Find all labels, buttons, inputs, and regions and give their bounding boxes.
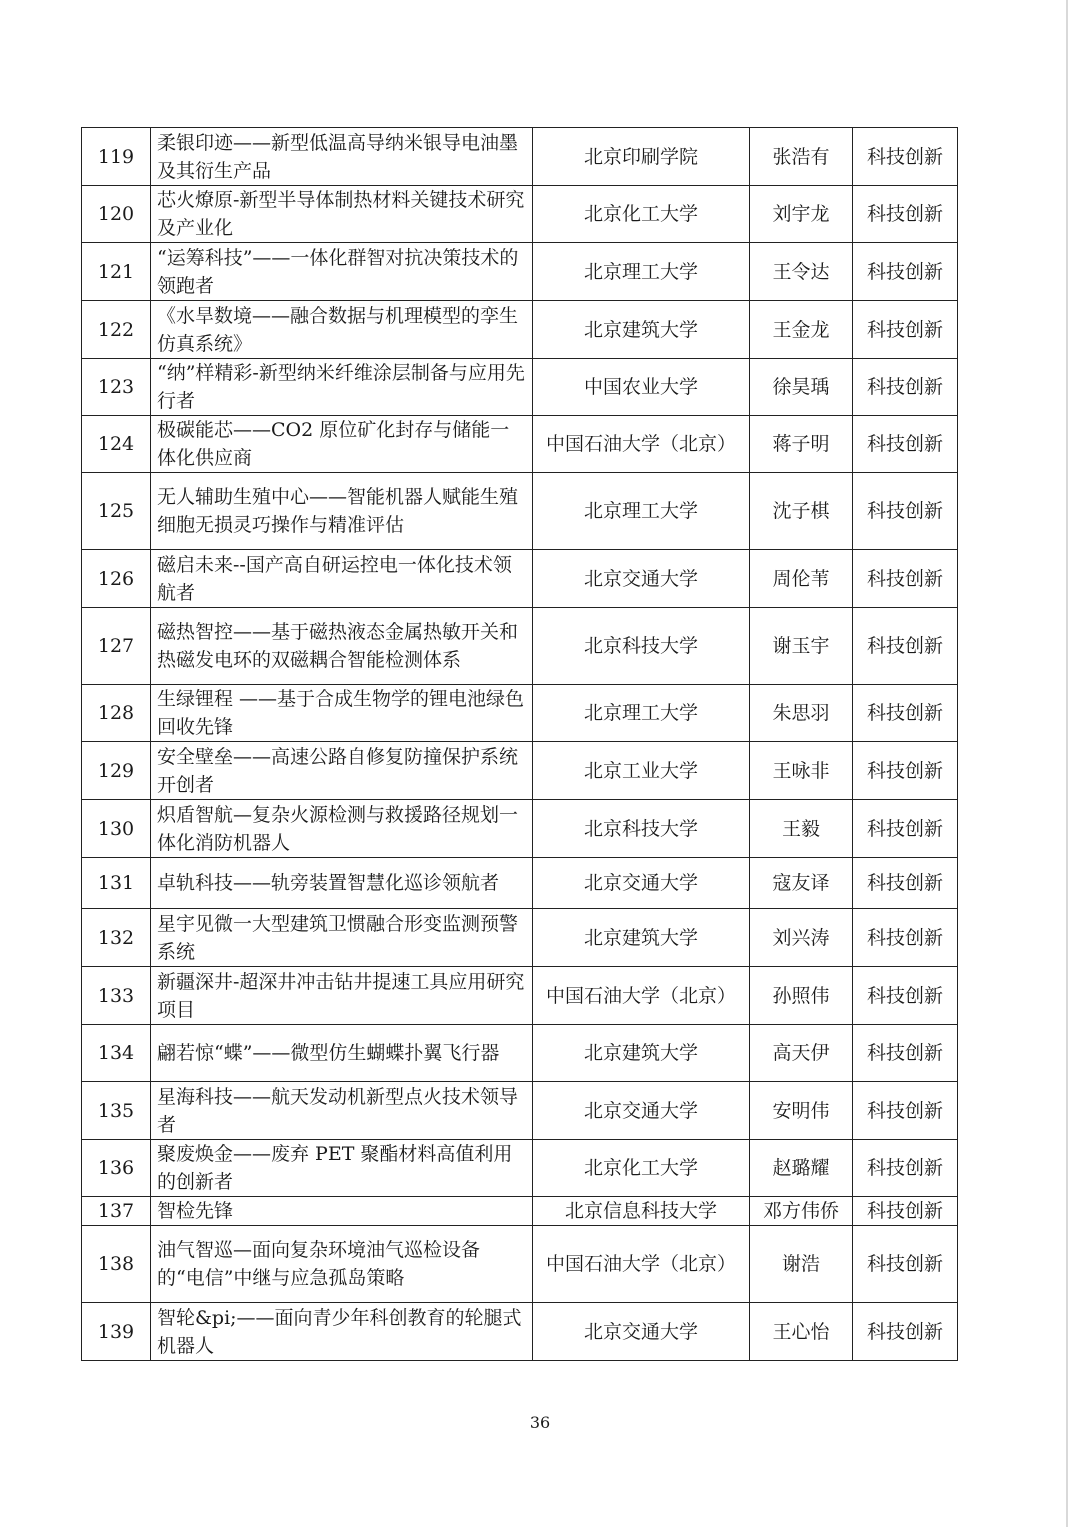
category-label: 科技创新 [853,742,958,800]
table-row [82,685,958,742]
table-row [82,1303,958,1361]
category-label: 科技创新 [853,858,958,909]
category-label: 科技创新 [853,128,958,186]
leader-name: 朱思羽 [750,685,853,742]
table-row [82,858,958,909]
school-name: 北京建筑大学 [533,1025,750,1082]
leader-name: 高天伊 [750,1025,853,1082]
leader-name: 蒋子明 [750,416,853,473]
row-number: 122 [82,301,151,359]
school-name: 北京交通大学 [533,1082,750,1140]
leader-name: 赵璐耀 [750,1140,853,1197]
table-row [82,1197,958,1226]
leader-name: 寇友译 [750,858,853,909]
category-label: 科技创新 [853,1303,958,1361]
row-number: 139 [82,1303,151,1361]
row-number: 138 [82,1226,151,1303]
table-row [82,967,958,1025]
table-row [82,186,958,243]
row-number: 134 [82,1025,151,1082]
row-number: 135 [82,1082,151,1140]
school-name: 中国石油大学（北京） [533,967,750,1025]
school-name: 北京化工大学 [533,1140,750,1197]
row-number: 128 [82,685,151,742]
project-name: 卓轨科技——轨旁装置智慧化巡诊领航者 [151,858,533,909]
table-row [82,1082,958,1140]
category-label: 科技创新 [853,473,958,550]
leader-name: 周伦苇 [750,550,853,608]
school-name: 北京交通大学 [533,550,750,608]
table-row [82,128,958,186]
project-name: 无人辅助生殖中心——智能机器人赋能生殖细胞无损灵巧操作与精准评估 [151,473,533,550]
school-name: 北京建筑大学 [533,301,750,359]
row-number: 136 [82,1140,151,1197]
project-table [81,127,958,1361]
project-name: “运筹科技”——一体化群智对抗决策技术的领跑者 [151,243,533,301]
project-name: 极碳能芯——CO2 原位矿化封存与储能一体化供应商 [151,416,533,473]
leader-name: 沈子棋 [750,473,853,550]
category-label: 科技创新 [853,1082,958,1140]
row-number: 137 [82,1197,151,1226]
category-label: 科技创新 [853,243,958,301]
project-name: 生绿锂程 ——基于合成生物学的锂电池绿色回收先锋 [151,685,533,742]
school-name: 北京科技大学 [533,800,750,858]
row-number: 129 [82,742,151,800]
school-name: 北京理工大学 [533,473,750,550]
leader-name: 孙照伟 [750,967,853,1025]
table-row [82,742,958,800]
row-number: 125 [82,473,151,550]
leader-name: 王令达 [750,243,853,301]
leader-name: 安明伟 [750,1082,853,1140]
category-label: 科技创新 [853,1025,958,1082]
category-label: 科技创新 [853,608,958,685]
table-row [82,550,958,608]
school-name: 北京工业大学 [533,742,750,800]
category-label: 科技创新 [853,301,958,359]
school-name: 北京科技大学 [533,608,750,685]
table-row [82,1025,958,1082]
page-number: 36 [529,1413,551,1432]
school-name: 北京建筑大学 [533,909,750,967]
project-name: 炽盾智航—复杂火源检测与救援路径规划一体化消防机器人 [151,800,533,858]
row-number: 130 [82,800,151,858]
table-row [82,301,958,359]
row-number: 132 [82,909,151,967]
category-label: 科技创新 [853,967,958,1025]
category-label: 科技创新 [853,909,958,967]
project-name: 翩若惊“蝶”——微型仿生蝴蝶扑翼飞行器 [151,1025,533,1082]
leader-name: 王金龙 [750,301,853,359]
school-name: 中国农业大学 [533,359,750,416]
category-label: 科技创新 [853,550,958,608]
category-label: 科技创新 [853,186,958,243]
leader-name: 徐昊瑀 [750,359,853,416]
scan-edge [1066,0,1068,1527]
leader-name: 刘兴涛 [750,909,853,967]
leader-name: 邓方伟侨 [750,1197,853,1226]
table-row [82,1226,958,1303]
school-name: 中国石油大学（北京） [533,1226,750,1303]
row-number: 123 [82,359,151,416]
row-number: 119 [82,128,151,186]
project-name: 智检先锋 [151,1197,533,1226]
category-label: 科技创新 [853,1197,958,1226]
row-number: 120 [82,186,151,243]
row-number: 126 [82,550,151,608]
leader-name: 谢玉宇 [750,608,853,685]
school-name: 北京理工大学 [533,685,750,742]
school-name: 北京印刷学院 [533,128,750,186]
school-name: 中国石油大学（北京） [533,416,750,473]
row-number: 124 [82,416,151,473]
project-name: 油气智巡—面向复杂环境油气巡检设备的“电信”中继与应急孤岛策略 [151,1226,533,1303]
row-number: 131 [82,858,151,909]
category-label: 科技创新 [853,416,958,473]
project-name: 新疆深井-超深井冲击钻井提速工具应用研究项目 [151,967,533,1025]
category-label: 科技创新 [853,800,958,858]
category-label: 科技创新 [853,359,958,416]
category-label: 科技创新 [853,1226,958,1303]
project-name: 星宇见微一大型建筑卫惯融合形变监测预警系统 [151,909,533,967]
leader-name: 王咏非 [750,742,853,800]
project-name: 《水旱数境——融合数据与机理模型的孪生仿真系统》 [151,301,533,359]
table-row [82,416,958,473]
table-row [82,800,958,858]
row-number: 133 [82,967,151,1025]
project-name: 聚废焕金——废弃 PET 聚酯材料高值利用的创新者 [151,1140,533,1197]
project-name: 智轮&pi;——面向青少年科创教育的轮腿式机器人 [151,1303,533,1361]
project-name: 星海科技——航天发动机新型点火技术领导者 [151,1082,533,1140]
project-name: 芯火燎原-新型半导体制热材料关键技术研究及产业化 [151,186,533,243]
school-name: 北京交通大学 [533,1303,750,1361]
category-label: 科技创新 [853,1140,958,1197]
school-name: 北京理工大学 [533,243,750,301]
table-row [82,1140,958,1197]
table-body [82,128,958,1361]
leader-name: 王心怡 [750,1303,853,1361]
leader-name: 王毅 [750,800,853,858]
table-row [82,243,958,301]
table-row [82,608,958,685]
table-row [82,473,958,550]
project-name: “纳”样精彩-新型纳米纤维涂层制备与应用先行者 [151,359,533,416]
school-name: 北京信息科技大学 [533,1197,750,1226]
category-label: 科技创新 [853,685,958,742]
project-name: 安全壁垒——高速公路自修复防撞保护系统开创者 [151,742,533,800]
leader-name: 谢浩 [750,1226,853,1303]
project-name: 磁启未来--国产高自研运控电一体化技术领航者 [151,550,533,608]
leader-name: 刘宇龙 [750,186,853,243]
school-name: 北京化工大学 [533,186,750,243]
project-name: 磁热智控——基于磁热液态金属热敏开关和热磁发电环的双磁耦合智能检测体系 [151,608,533,685]
row-number: 127 [82,608,151,685]
table-row [82,909,958,967]
school-name: 北京交通大学 [533,858,750,909]
leader-name: 张浩有 [750,128,853,186]
row-number: 121 [82,243,151,301]
table-row [82,359,958,416]
project-name: 柔银印迹——新型低温高导纳米银导电油墨及其衍生产品 [151,128,533,186]
